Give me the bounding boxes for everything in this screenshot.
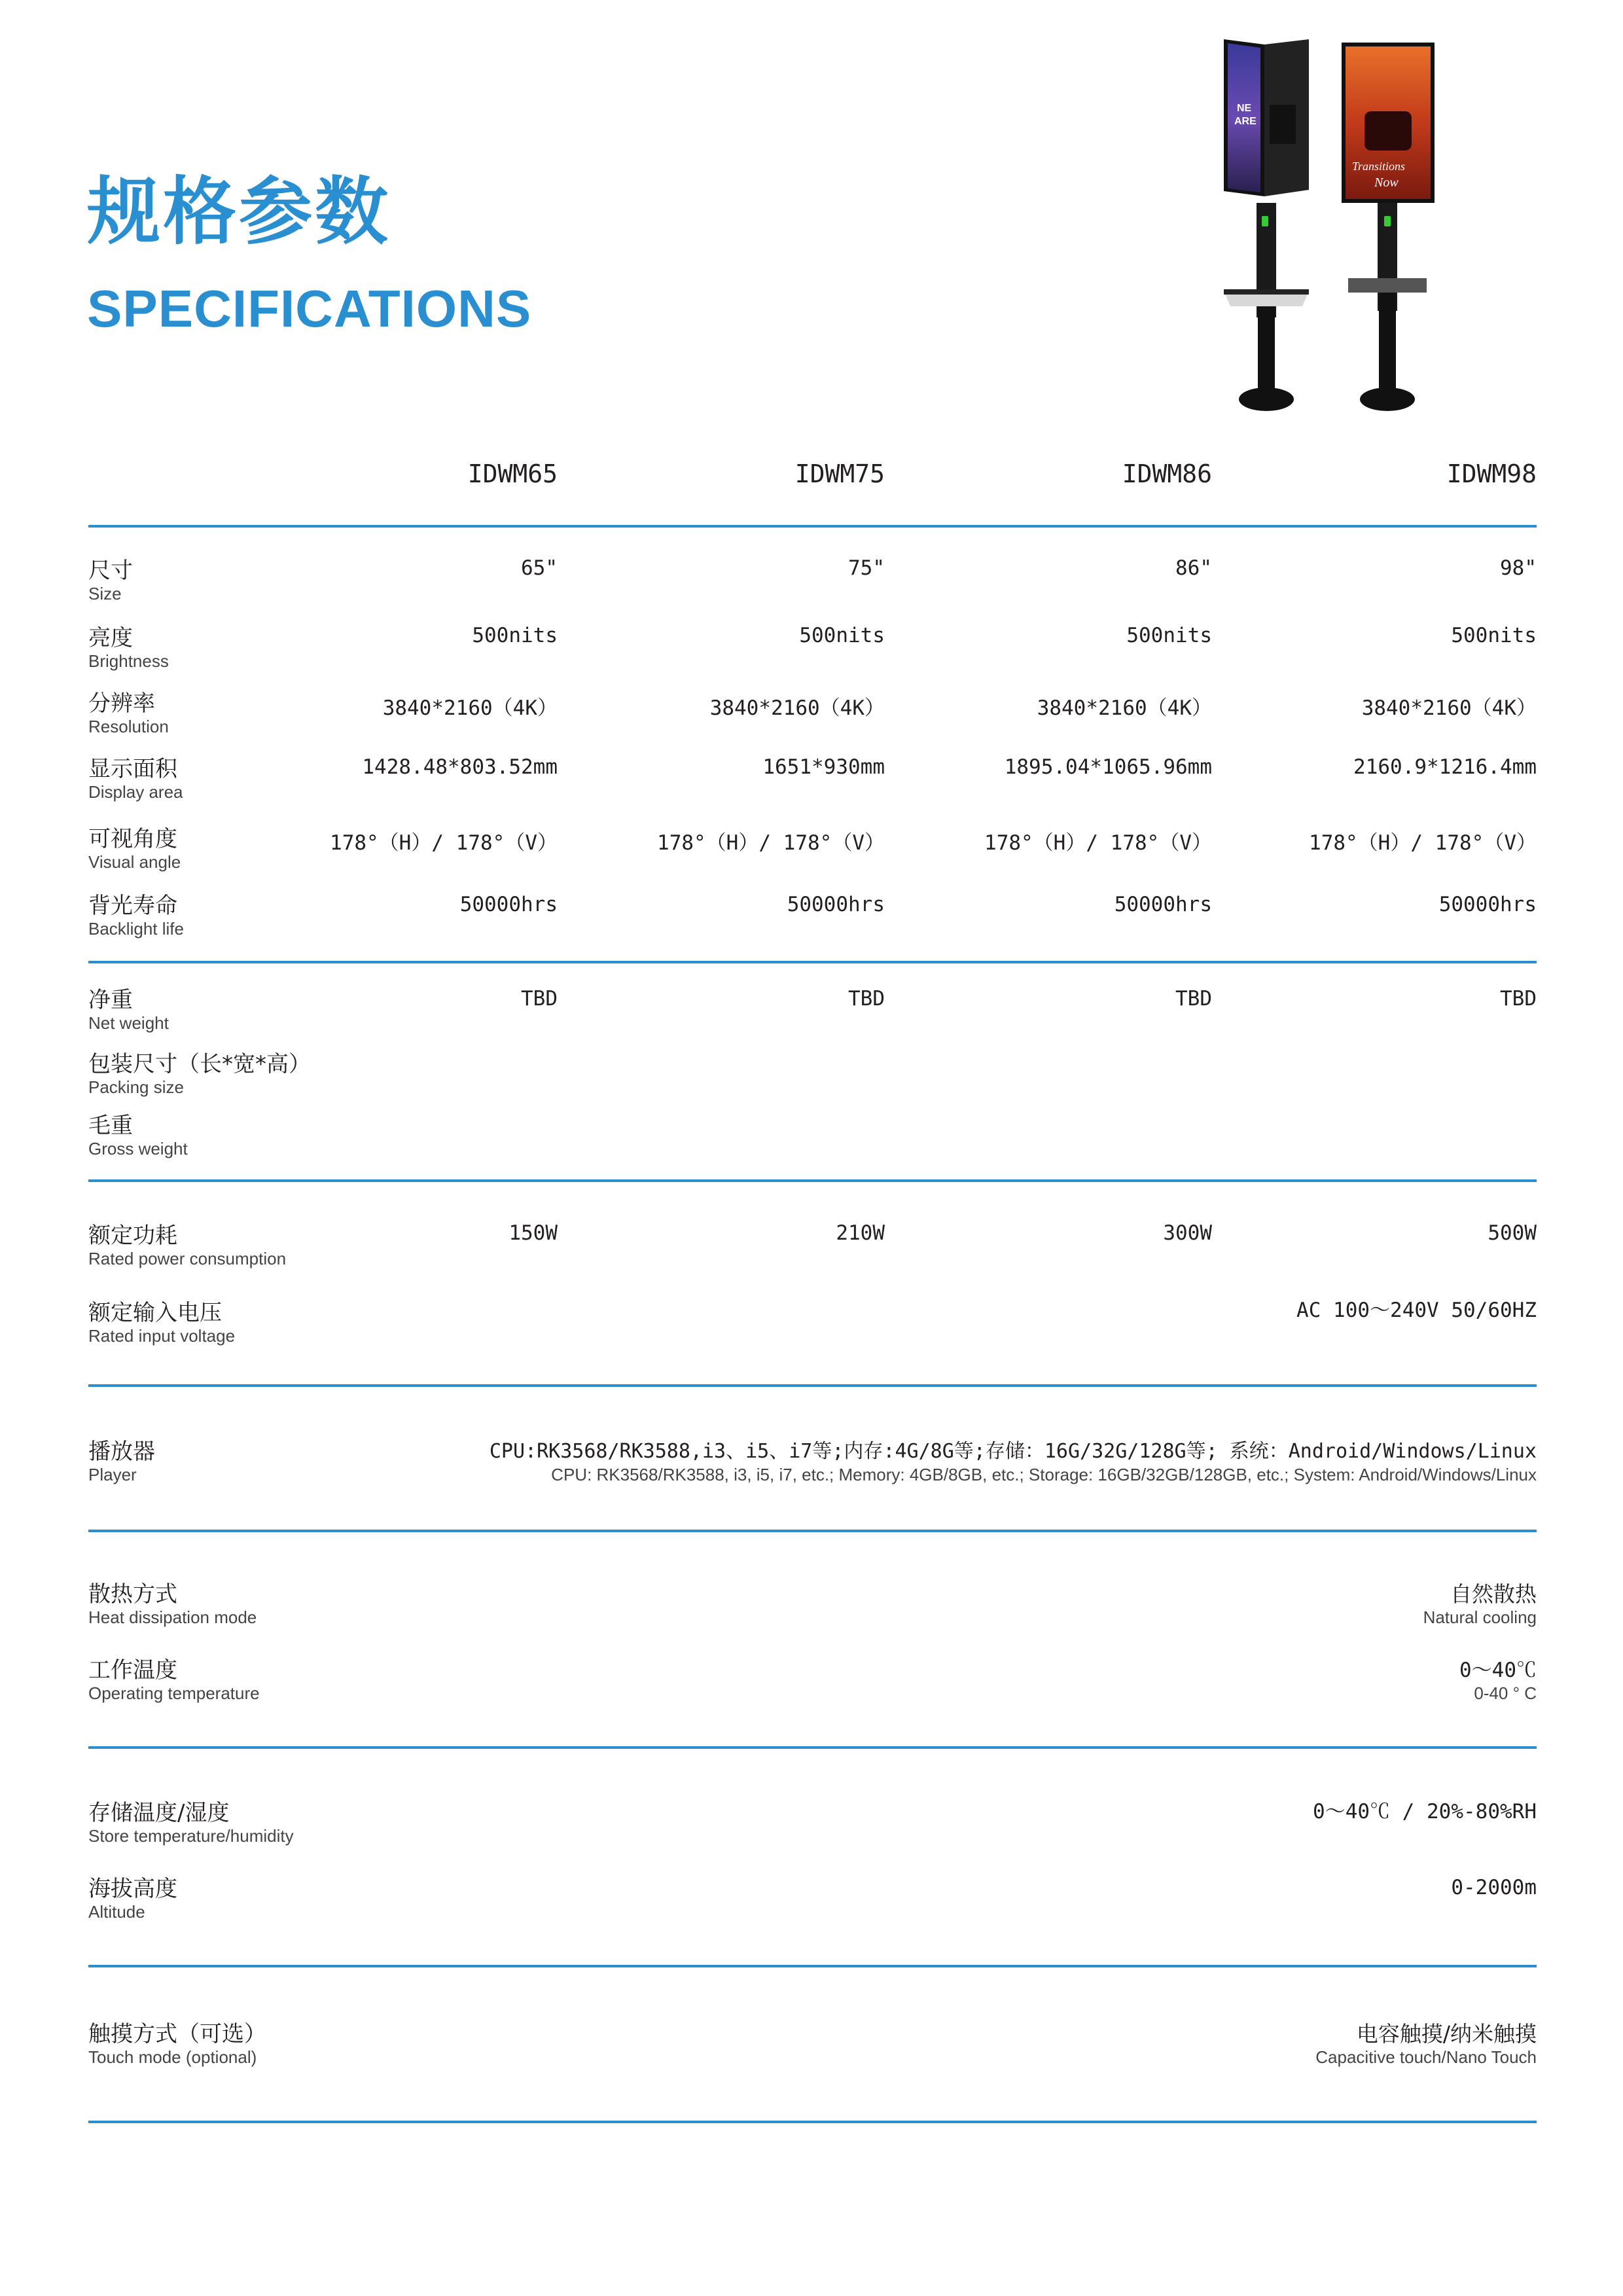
spec-power-value: 500W — [1488, 1221, 1537, 1245]
divider — [88, 961, 1537, 963]
divider — [88, 1179, 1537, 1182]
spec-brightness-value: 500nits — [472, 624, 558, 647]
spec-heat-label: 散热方式 Heat dissipation mode — [88, 1581, 257, 1627]
spec-backlight-value: 50000hrs — [459, 893, 558, 916]
model-header-1: IDWM65 — [467, 459, 558, 488]
product-image — [1217, 33, 1492, 425]
spec-resolution-value: 3840*2160（4K） — [382, 696, 558, 720]
spec-resolution-value: 3840*2160（4K） — [1361, 696, 1537, 720]
spec-op-temp-value: 0～40℃ 0-40 ° C — [1459, 1659, 1537, 1703]
spec-size-value: 75" — [848, 556, 885, 580]
spec-voltage-label: 额定输入电压 Rated input voltage — [88, 1300, 236, 1346]
spec-brightness-value: 500nits — [1126, 624, 1212, 647]
spec-resolution-value: 3840*2160（4K） — [1037, 696, 1212, 720]
spec-visual-angle-value: 178°（H）/ 178°（V） — [1309, 831, 1537, 855]
divider — [88, 2121, 1537, 2123]
kiosk-left — [1224, 39, 1309, 411]
spec-net-weight-value: TBD — [1500, 987, 1537, 1011]
spec-backlight-value: 50000hrs — [1438, 893, 1537, 916]
spec-visual-angle-label: 可视角度 Visual angle — [88, 826, 181, 872]
spec-display-area-value: 1428.48*803.52mm — [362, 755, 558, 779]
spec-visual-angle-value: 178°（H）/ 178°（V） — [330, 831, 558, 855]
divider — [88, 1965, 1537, 1967]
page-title-cn: 规格参数 — [87, 170, 391, 255]
model-header-2: IDWM75 — [794, 459, 885, 488]
screen-text-transitions: Transitions — [1352, 160, 1406, 173]
spec-size-label: 尺寸 Size — [88, 558, 133, 603]
spec-backlight-label: 背光寿命 Backlight life — [88, 893, 184, 939]
model-header-4: IDWM98 — [1446, 459, 1537, 488]
spec-player-value: CPU:RK3568/RK3588,i3、i5、i7等;内存:4G/8G等;存储：16G/32G/128G等; 系统：Android/Windows/Linux CPU: RK3568/RK3588, i3, i5, i7, etc.; Memory: 4GB/8GB, etc.; Storage: 16GB/32GB/128GB, etc.; System: Android/Windows/Linux — [489, 1440, 1537, 1484]
spec-brightness-value: 500nits — [799, 624, 885, 647]
spec-display-area-value: 1895.04*1065.96mm — [1004, 755, 1212, 779]
spec-backlight-value: 50000hrs — [787, 893, 885, 916]
spec-voltage-value: AC 100～240V 50/60HZ — [1296, 1299, 1537, 1322]
spec-op-temp-label: 工作温度 Operating temperature — [88, 1657, 260, 1703]
spec-net-weight-value: TBD — [1175, 987, 1212, 1011]
spec-touch-label: 触摸方式（可选） Touch mode (optional) — [88, 2021, 266, 2067]
screen-text-now: Now — [1374, 175, 1399, 190]
spec-visual-angle-value: 178°（H）/ 178°（V） — [657, 831, 885, 855]
spec-packing-label: 包装尺寸（长*宽*高） Packing size — [88, 1051, 311, 1097]
spec-display-area-value: 1651*930mm — [762, 755, 885, 779]
page-title-en: SPECIFICATIONS — [87, 279, 532, 338]
spec-net-weight-value: TBD — [848, 987, 885, 1011]
divider — [88, 525, 1537, 528]
spec-altitude-label: 海拔高度 Altitude — [88, 1876, 177, 1922]
spec-store-label: 存储温度/湿度 Store temperature/humidity — [88, 1800, 294, 1846]
divider — [88, 1530, 1537, 1532]
screen-text-are: ARE — [1234, 116, 1257, 127]
spec-resolution-label: 分辨率 Resolution — [88, 691, 169, 736]
spec-brightness-label: 亮度 Brightness — [88, 625, 169, 671]
spec-resolution-value: 3840*2160（4K） — [709, 696, 885, 720]
spec-net-weight-label: 净重 Net weight — [88, 987, 169, 1033]
spec-backlight-value: 50000hrs — [1114, 893, 1212, 916]
spec-touch-value: 电容触摸/纳米触摸 Capacitive touch/Nano Touch — [1315, 2021, 1537, 2067]
spec-altitude-value: 0-2000m — [1451, 1876, 1537, 1899]
spec-heat-value: 自然散热 Natural cooling — [1423, 1581, 1537, 1627]
spec-net-weight-value: TBD — [521, 987, 558, 1011]
kiosk-right — [1342, 43, 1435, 411]
spec-display-area-value: 2160.9*1216.4mm — [1353, 755, 1537, 779]
spec-power-label: 额定功耗 Rated power consumption — [88, 1223, 287, 1268]
spec-visual-angle-value: 178°（H）/ 178°（V） — [984, 831, 1212, 855]
spec-size-value: 98" — [1500, 556, 1537, 580]
spec-size-value: 86" — [1175, 556, 1212, 580]
spec-store-value: 0～40℃ / 20%-80%RH — [1313, 1800, 1537, 1823]
screen-text-ne: NE — [1237, 103, 1252, 114]
spec-size-value: 65" — [521, 556, 558, 580]
divider — [88, 1384, 1537, 1387]
spec-brightness-value: 500nits — [1451, 624, 1537, 647]
model-header-3: IDWM86 — [1122, 459, 1212, 488]
divider — [88, 1746, 1537, 1749]
spec-gross-label: 毛重 Gross weight — [88, 1113, 188, 1158]
spec-display-area-label: 显示面积 Display area — [88, 756, 183, 802]
spec-player-label: 播放器 Player — [88, 1439, 155, 1484]
spec-power-value: 300W — [1163, 1221, 1212, 1245]
spec-power-value: 150W — [508, 1221, 558, 1245]
spec-power-value: 210W — [836, 1221, 885, 1245]
